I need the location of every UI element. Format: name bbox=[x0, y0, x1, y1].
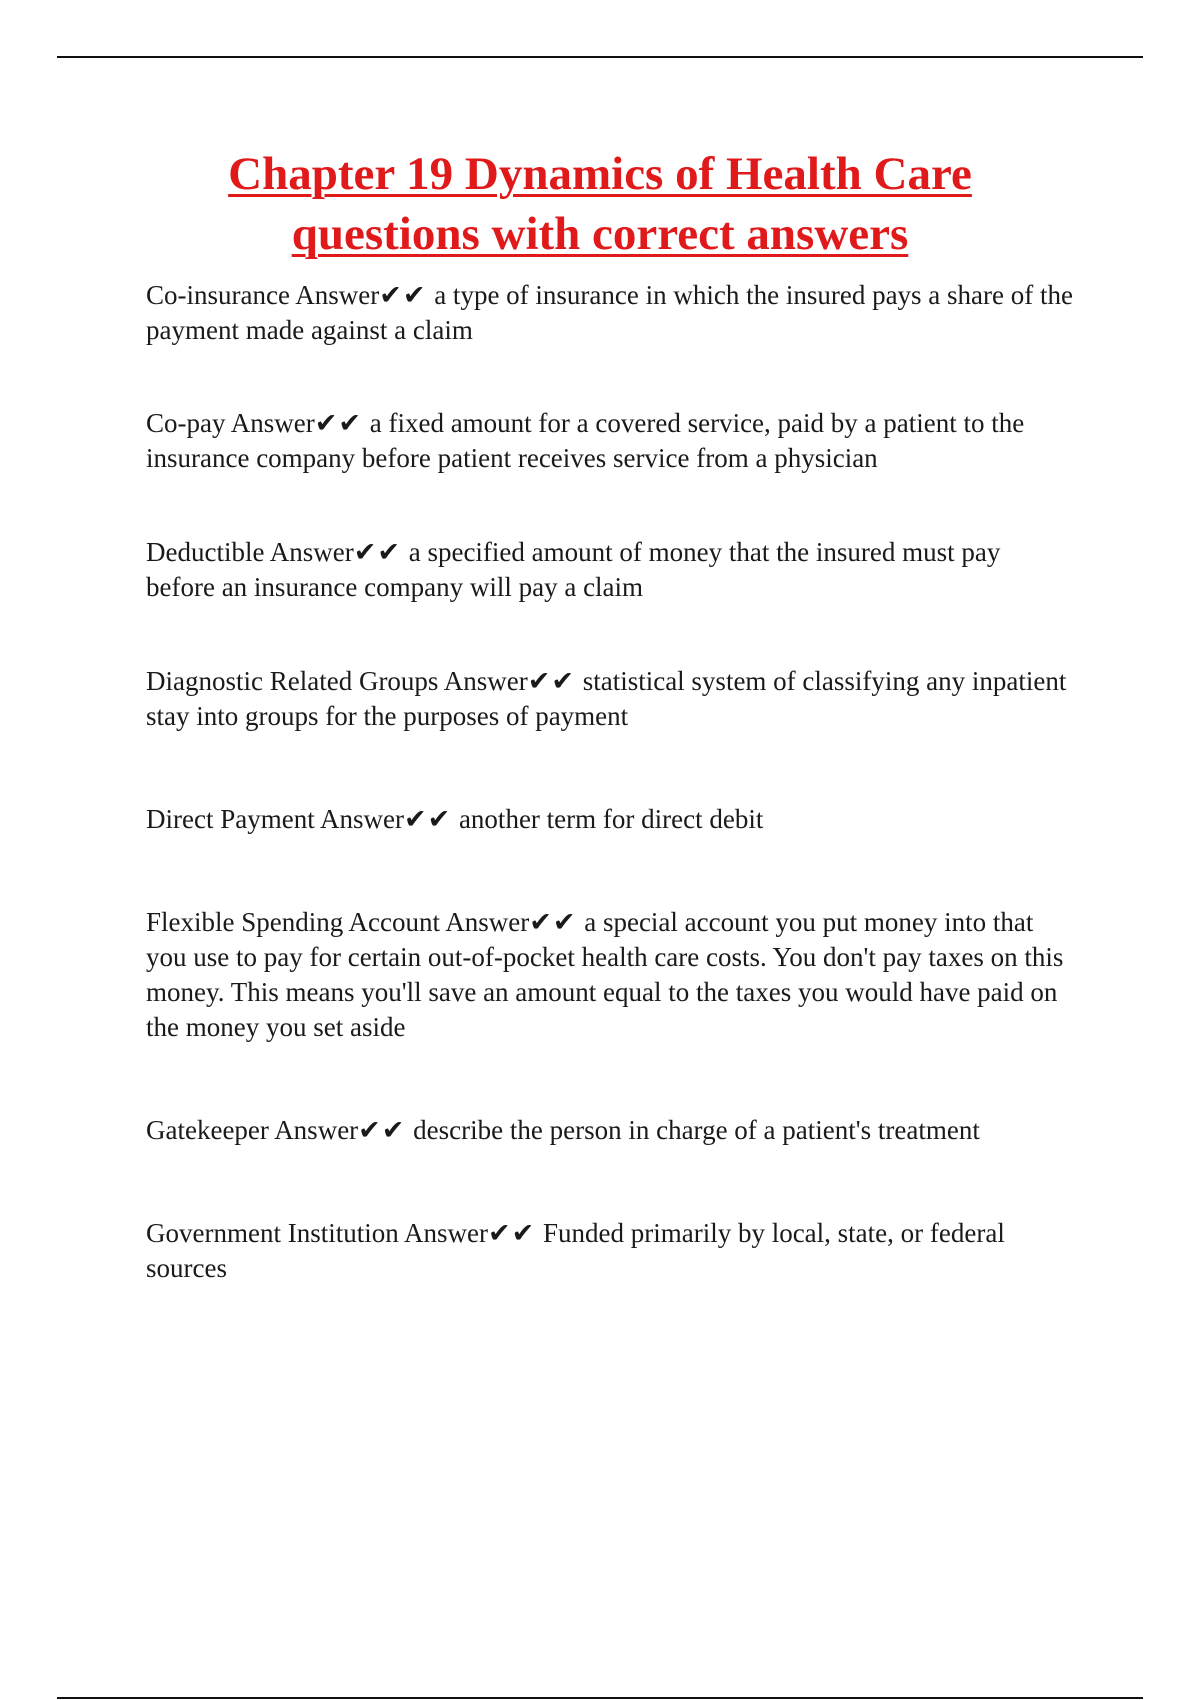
definition: a fixed amount for a covered service, paid by a patient to the insurance company before patient receives service from a physician bbox=[146, 408, 1025, 473]
check-marks-icon: ✔✔ bbox=[527, 666, 575, 696]
term: Flexible Spending Account bbox=[146, 907, 440, 937]
check-marks-icon: ✔✔ bbox=[353, 537, 401, 567]
answer-label: Answer bbox=[445, 907, 530, 937]
bottom-rule bbox=[57, 1697, 1143, 1699]
answer-label: Answer bbox=[319, 804, 404, 834]
qa-item-co-pay bbox=[146, 406, 1076, 476]
term: Gatekeeper bbox=[146, 1115, 269, 1145]
check-marks-icon: ✔✔ bbox=[529, 907, 577, 937]
qa-list bbox=[146, 278, 1076, 1286]
qa-item-deductible bbox=[146, 535, 1076, 605]
qa-item-flexible-spending-account bbox=[146, 905, 1076, 1045]
qa-item-co-insurance bbox=[146, 278, 1076, 348]
term: Diagnostic Related Groups bbox=[146, 666, 439, 696]
title-line-2: questions with correct answers bbox=[291, 208, 909, 260]
definition: a special account you put money into that you use to pay for certain out-of-pocket health care costs. You don't pay taxes on this money. This means you'll save an amount equal to the taxes you would have paid on the money you set aside bbox=[146, 907, 1064, 1042]
answer-label: Answer bbox=[403, 1218, 488, 1248]
check-marks-icon: ✔✔ bbox=[487, 1218, 536, 1248]
answer-label: Answer bbox=[443, 666, 528, 696]
answer-label: Answer bbox=[274, 1115, 359, 1145]
check-marks-icon: ✔✔ bbox=[379, 280, 427, 310]
definition: another term for direct debit bbox=[458, 804, 764, 834]
document-title bbox=[100, 144, 1100, 264]
definition: statistical system of classifying any inpatient stay into groups for the purposes of payment bbox=[146, 666, 1067, 731]
check-marks-icon: ✔✔ bbox=[403, 804, 452, 834]
term: Government Institution bbox=[146, 1218, 399, 1248]
qa-item-government-institution bbox=[146, 1216, 1076, 1286]
definition: Funded primarily by local, state, or federal sources bbox=[146, 1218, 1005, 1283]
qa-item-diagnostic-related-groups bbox=[146, 664, 1076, 734]
term: Co-pay bbox=[146, 408, 226, 438]
term: Deductible bbox=[146, 537, 265, 567]
answer-label: Answer bbox=[269, 537, 354, 567]
definition: a specified amount of money that the insured must pay before an insurance company will pay a claim bbox=[146, 537, 1001, 602]
definition: describe the person in charge of a patient's treatment bbox=[413, 1115, 980, 1145]
check-marks-icon: ✔✔ bbox=[314, 408, 362, 438]
definition: a type of insurance in which the insured pays a share of the payment made against a claim bbox=[146, 280, 1073, 345]
answer-label: Answer bbox=[230, 408, 315, 438]
title-line-1: Chapter 19 Dynamics of Health Care bbox=[228, 148, 972, 200]
qa-item-direct-payment bbox=[146, 802, 1076, 837]
term: Co-insurance bbox=[146, 280, 290, 310]
top-rule bbox=[57, 56, 1143, 58]
answer-label: Answer bbox=[295, 280, 380, 310]
term: Direct Payment bbox=[146, 804, 315, 834]
check-marks-icon: ✔✔ bbox=[358, 1115, 406, 1145]
qa-item-gatekeeper bbox=[146, 1113, 1076, 1148]
